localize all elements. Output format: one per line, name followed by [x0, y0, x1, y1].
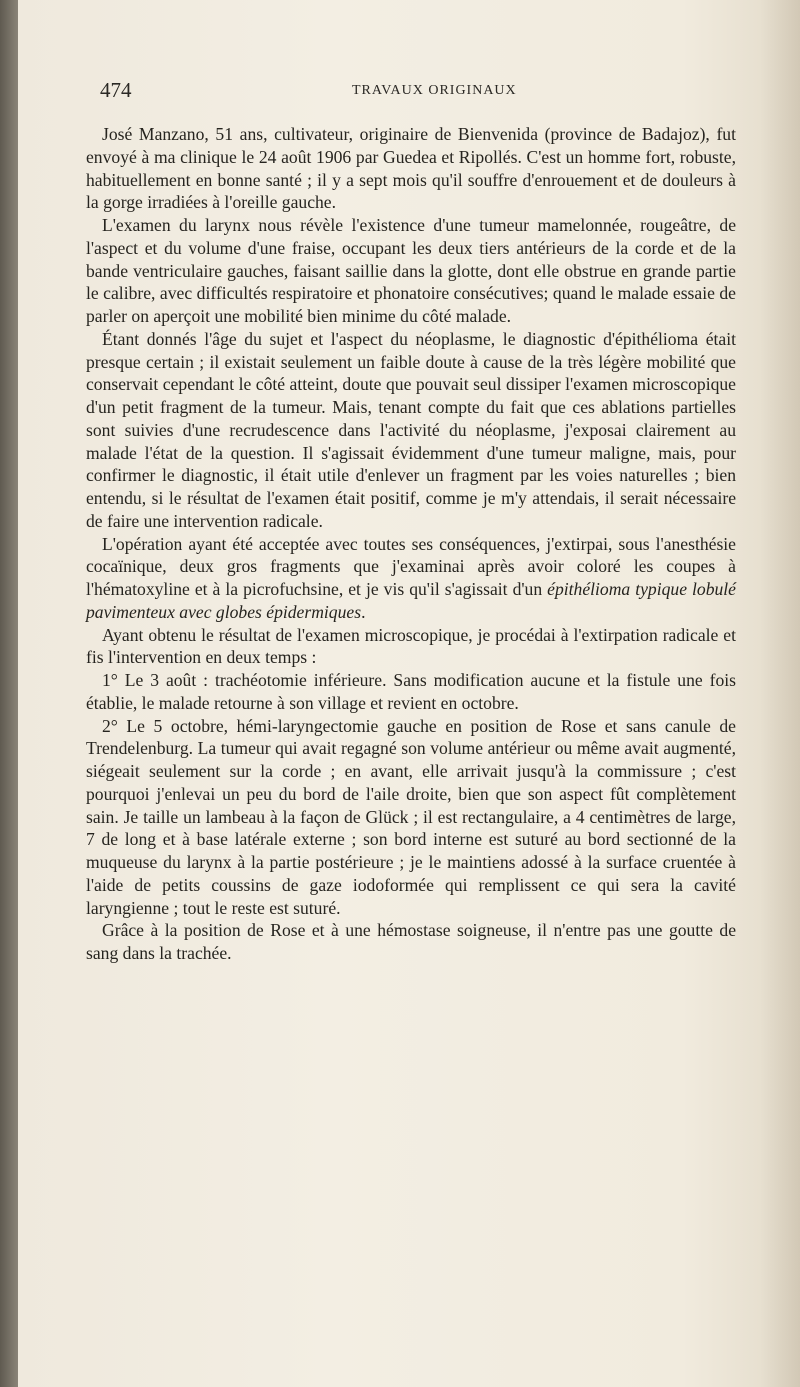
paragraph-radical-extirpation: Ayant obtenu le résultat de l'examen microscopique, je procédai à l'extirpation radicale et fis l'intervention en deux temps :	[86, 624, 736, 668]
paragraph-larynx-exam: L'examen du larynx nous révèle l'existence d'une tumeur mamelonnée, rougeâtre, de l'aspect et du volume d'une fraise, occupant les deux tiers antérieurs de la corde et de la bande ventriculaire gauches, faisant saillie dans la glotte, dont elle obstrue en grande partie le calibre, avec difficultés respiratoire et phonatoire consécutives; quand le malade essaie de parler on aperçoit une mobilité bien minime du côté malade.	[86, 215, 736, 326]
page-header	[100, 78, 740, 102]
book-gutter	[0, 0, 18, 1387]
diagnosis-italic: épithélioma typique lobulé pavimenteux avec globes épidermiques	[86, 579, 736, 622]
biopsy-text-end: .	[361, 601, 366, 622]
biopsy-text: L'opération ayant été acceptée avec toutes ses conséquences, j'extirpai, sous l'anesthésie cocaïnique, deux gros fragments que j'examinai après avoir coloré les coupes à l'hématoxyline et à la picrofuchsine, et je vis qu'il s'agissait d'un	[86, 533, 736, 599]
page-number: 474	[100, 78, 132, 102]
paragraph-operation-biopsy	[86, 533, 736, 624]
paragraph-diagnosis: Étant donnés l'âge du sujet et l'aspect du néoplasme, le diagnostic d'épithélioma était presque certain ; il existait seulement un faible doute à cause de la très légère mobilité que conservait cependant le côté atteint, doute que pouvait seul dissiper l'examen microscopique d'un petit fragment de la tumeur. Mais, tenant compte du fait que ces ablations partielles sont suivies d'une recrudescence dans l'activité du néoplasme, j'exposai clairement au malade l'état de la question. Il s'agissait évidemment d'une tumeur maligne, mais, pour confirmer le diagnostic, il était utile d'enlever un fragment par les voies naturelles ; bien entendu, si le résultat de l'examen était positif, comme je m'y attendais, il serait nécessaire de faire une intervention radicale.	[86, 328, 736, 531]
article-body	[86, 123, 736, 965]
running-title: TRAVAUX ORIGINAUX	[352, 83, 517, 98]
paragraph-step-one: 1° Le 3 août : trachéotomie inférieure. Sans modification aucune et la fistule une fois établie, le malade retourne à son village et revient en octobre.	[86, 670, 736, 713]
paragraph-hemostasis: Grâce à la position de Rose et à une hémostase soigneuse, il n'entre pas une goutte de sang dans la trachée.	[86, 920, 736, 963]
page-edge-shadow	[760, 0, 800, 1387]
paragraph-patient-history: José Manzano, 51 ans, cultivateur, originaire de Bienvenida (province de Badajoz), fut envoyé à ma clinique le 24 août 1906 par Guedea et Ripollés. C'est un homme fort, robuste, habituellement en bonne santé ; il y a sept mois qu'il souffre d'enrouement et de douleurs à la gorge irradiées à l'oreille gauche.	[86, 124, 736, 213]
paragraph-step-two: 2° Le 5 octobre, hémi-laryngectomie gauche en position de Rose et sans canule de Trendelenburg. La tumeur qui avait regagné son volume antérieur ou même avait augmenté, siégeait seulement sur la corde ; en avant, elle arrivait jusqu'à la commissure ; c'est pourquoi j'enlevai un peu du bord de l'aile droite, bien que son aspect fût complètement sain. Je taille un lambeau à la façon de Glück ; il est rectangulaire, a 4 centimètres de large, 7 de long et à base latérale externe ; son bord interne est suturé au bord sectionné de la muqueuse du larynx à la partie postérieure ; je le maintiens adossé à la surface cruentée à l'aide de petits coussins de gaze iodoformée qui remplissent ce qui sera la cavité laryngienne ; tout le reste est suturé.	[86, 715, 736, 918]
